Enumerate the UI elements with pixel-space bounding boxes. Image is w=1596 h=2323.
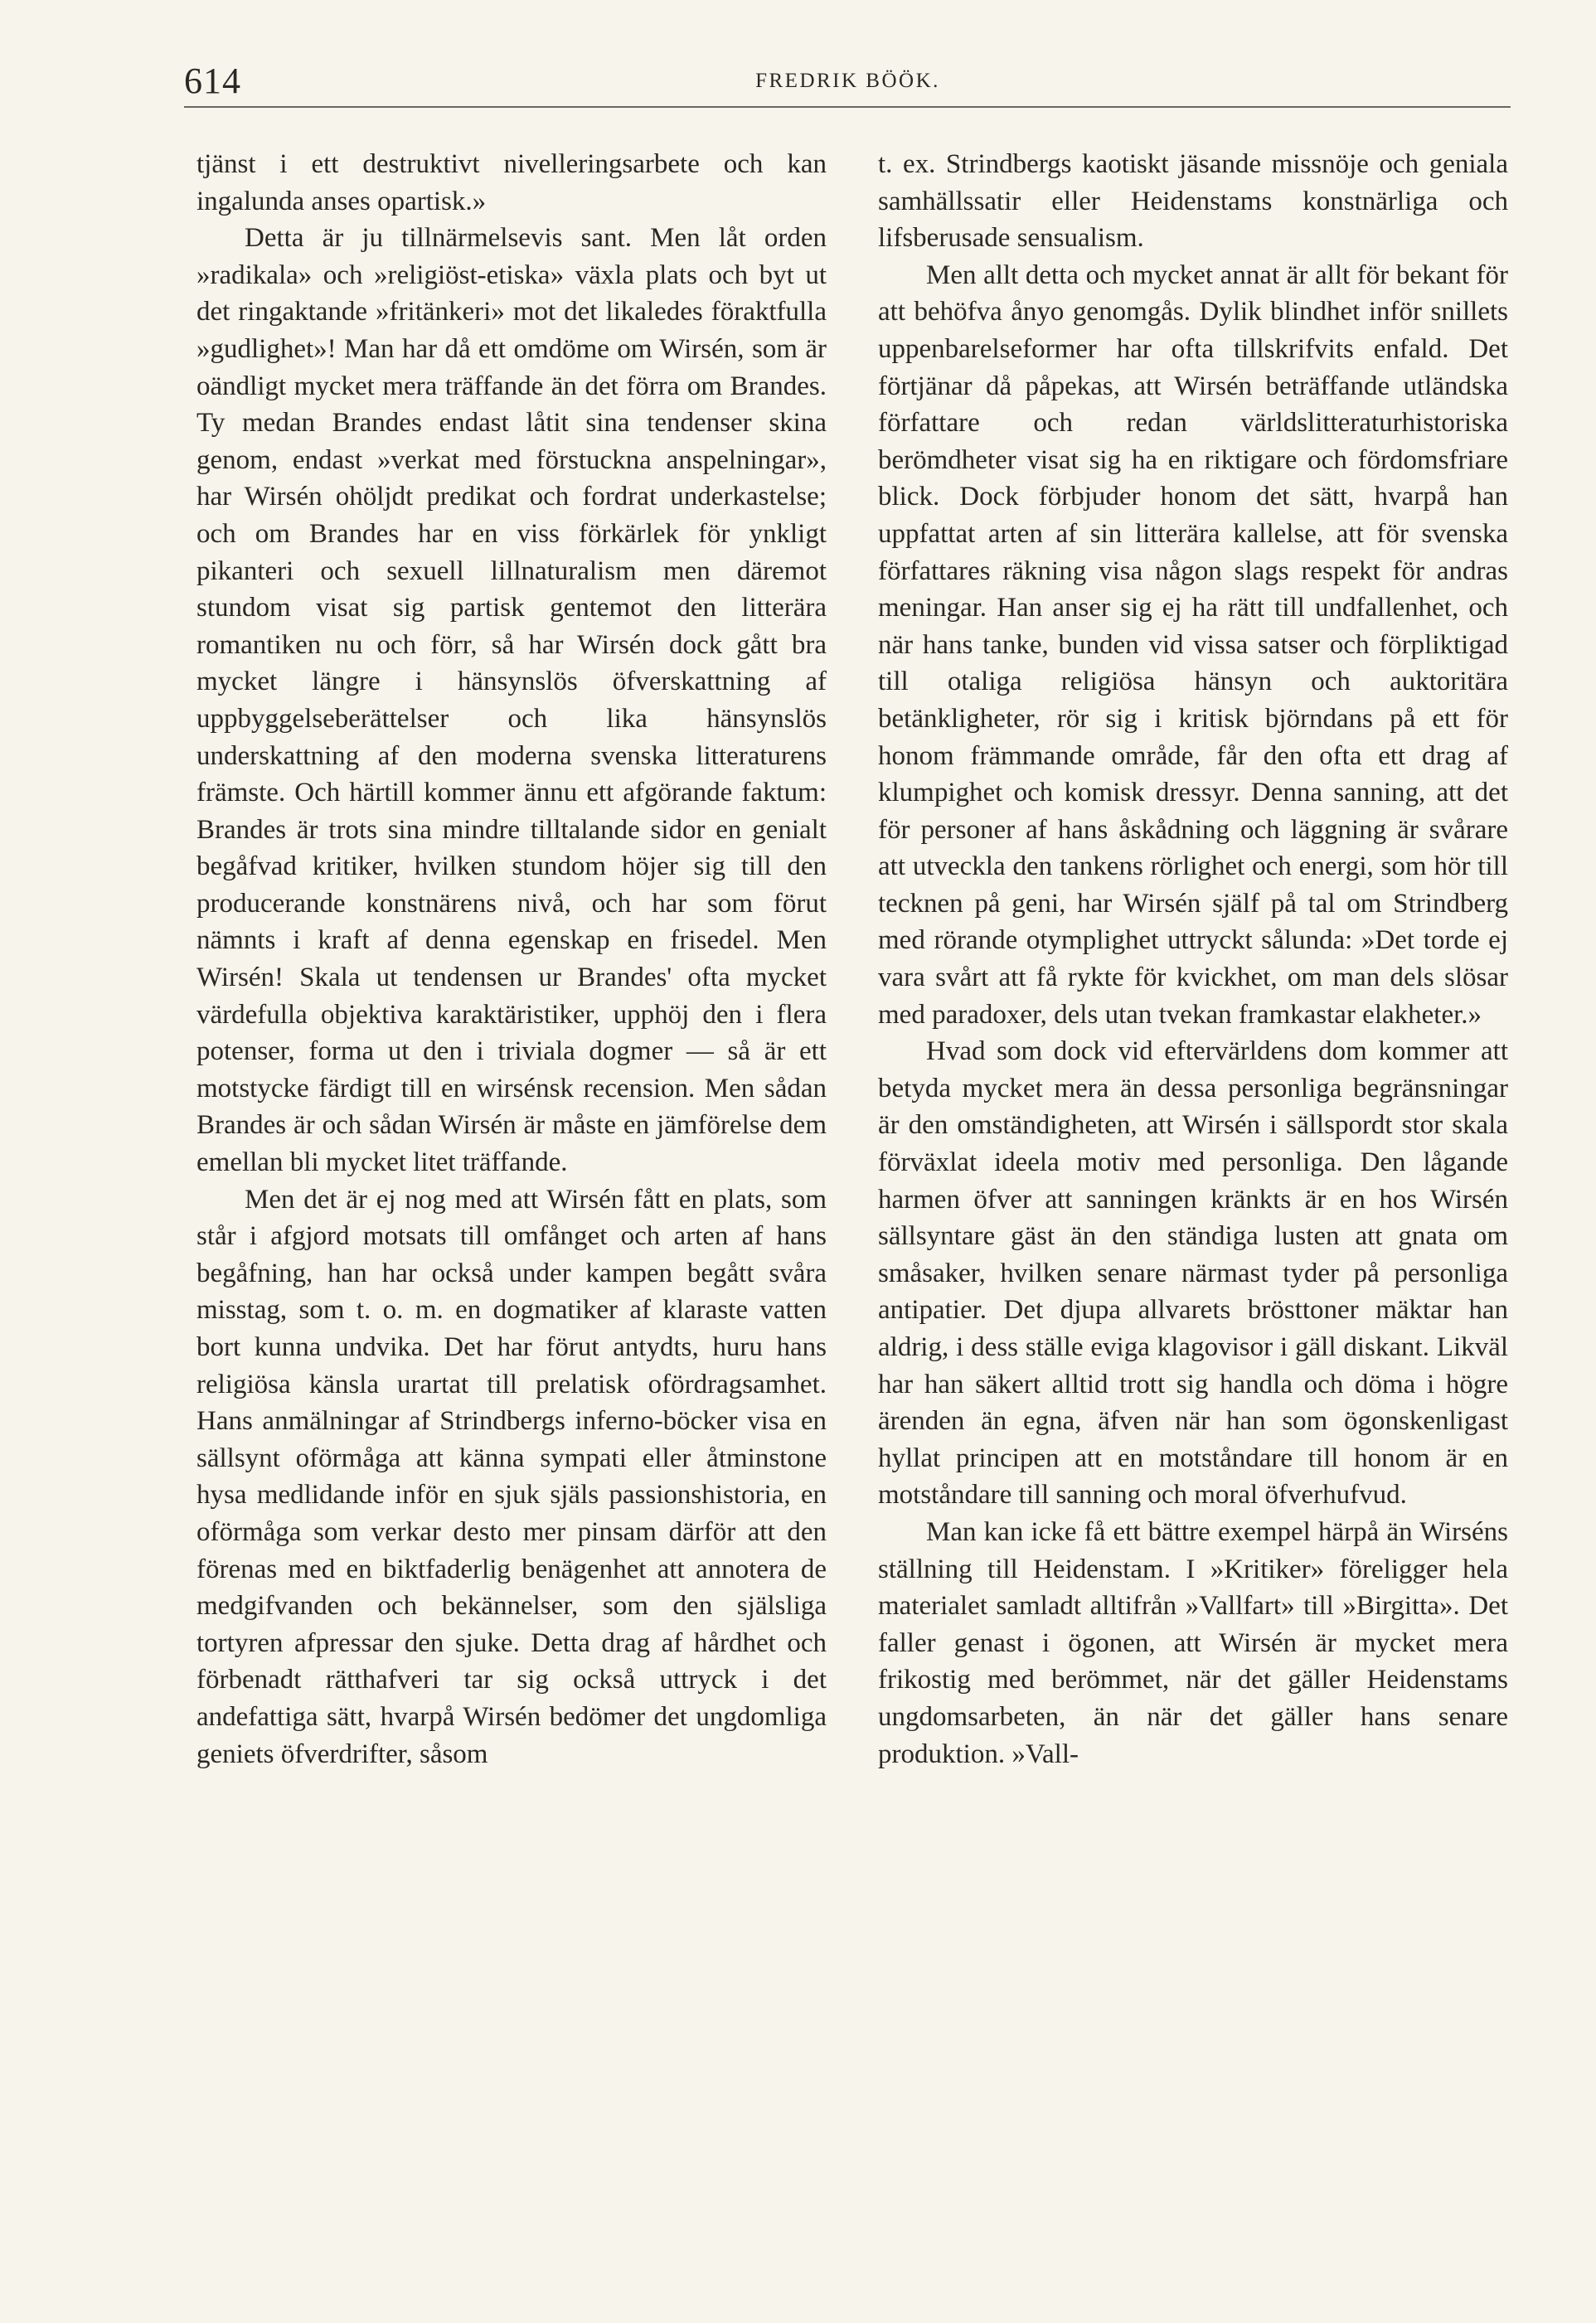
running-head: FREDRIK BÖÖK. <box>755 70 940 92</box>
header-rule <box>184 106 1511 108</box>
paragraph: Men det är ej nog med att Wirsén fått en plats, som står i afgjord motsats till omfånget och arten af hans begåfning, han har också under kampen begått svåra misstag, som t. o. m. en dogmatiker af klaraste vatten bort kunna undvika. Det har förut antydts, huru hans religiösa känsla urartat till prelatisk ofördragsamhet. Hans anmälningar af Strindbergs inferno-böcker visa en sällsynt oförmåga att känna sympati eller åtminstone hysa medlidande inför en sjuk själs passionshistoria, en oförmåga som verkar desto mer pinsam därför att den förenas med en biktfaderlig benägenhet att annotera de medgifvanden och bekännelser, som den själsliga tortyren afpressar den sjuke. Detta drag af hårdhet och förbenadt rätthafveri tar sig också uttryck i det andefattiga sätt, hvarpå Wirsén bedömer det ungdomliga geniets öfverdrifter, såsom <box>196 1184 827 1769</box>
paragraph: t. ex. Strindbergs kaotiskt jäsande missnöje och geniala samhällssatir eller Heidenstams konstnärliga och lifsberusade sensualism. <box>878 149 1508 254</box>
right-column <box>878 146 1508 1773</box>
paragraph: Hvad som dock vid eftervärldens dom kommer att betyda mycket mera än dessa personliga begränsningar är den omständigheten, att Wirsén i sällspordt stor skala förväxlat ideela motiv med personliga. Den lågande harmen öfver att sanningen kränkts är en hos Wirsén sällsyntare gäst än den ständiga lusten att gnata om småsaker, hvilken senare närmast tyder på personliga antipatier. Det djupa allvarets brösttoner mäktar han aldrig, i dess ställe eviga klagovisor i gäll diskant. Likväl har han säkert alltid trott sig handla och döma i högre ärenden än egna, äfven när han som ögonskenligast hyllat principen att en motståndare till honom är en motståndare till sanning och moral öfverhufvud. <box>878 1036 1508 1511</box>
left-column <box>196 146 827 1773</box>
paragraph: Man kan icke få ett bättre exempel härpå än Wirséns ställning till Heidenstam. I »Kritiker» föreligger hela materialet samladt alltifrån »Vallfart» till »Birgitta». Det faller genast i ögonen, att Wirsén är mycket mera frikostig med berömmet, när det gäller Heidenstams ungdomsarbeten, än när det gäller hans senare produktion. »Vall- <box>878 1516 1508 1769</box>
page-number: 614 <box>184 61 241 101</box>
paragraph: tjänst i ett destruktivt nivelleringsarbete och kan ingalunda anses opartisk.» <box>196 149 827 216</box>
paragraph: Detta är ju tillnärmelsevis sant. Men låt orden »radikala» och »religiöst-etiska» växla plats och byt ut det ringaktande »fritänkeri» mot det likaledes föraktfulla »gudlighet»! Man har då ett omdöme om Wirsén, som är oändligt mycket mera träffande än det förra om Brandes. Ty medan Brandes endast låtit sina tendenser skina genom, endast »verkat med förstuckna anspelningar», har Wirsén ohöljdt predikat och fordrat underkastelse; och om Brandes har en viss förkärlek för ynkligt pikanteri och sexuell lillnaturalism men däremot stundom visat sig partisk gentemot den litterära romantiken nu och förr, så har Wirsén dock gått bra mycket längre i hänsynslös öfverskattning af uppbyggelseberättelser och lika hänsynslös underskattning af den moderna svenska litteraturens främste. Och härtill kommer ännu ett afgörande faktum: Brandes är trots sina mindre tilltalande sidor en genialt begåfvad kritiker, hvilken stundom höjer sig till den producerande konstnärens nivå, och har som förut nämnts i kraft af denna egenskap en frisedel. Men Wirsén! Skala ut tendensen ur Brandes' ofta mycket värdefulla objektiva karaktäristiker, upphöj den i flera potenser, forma ut den i triviala dogmer — så är ett motstycke färdigt till en wirsénsk recension. Men sådan Brandes är och sådan Wirsén är måste en jämförelse dem emellan bli mycket litet träffande. <box>196 223 827 1178</box>
paragraph: Men allt detta och mycket annat är allt för bekant för att behöfva ånyo genomgås. Dylik blindhet inför snillets uppenbarelseformer har ofta tillskrifvits enfald. Det förtjänar då påpekas, att Wirsén beträffande utländska författare och redan världslitteraturhistoriska berömdheter visat sig ha en riktigare och fördomsfriare blick. Dock förbjuder honom det sätt, hvarpå han uppfattat arten af sin litterära kallelse, att för svenska författares räkning visa någon slags respekt för andras meningar. Han anser sig ej ha rätt till undfallenhet, och när hans tanke, bunden vid vissa satser och förpliktigad till otaliga religiösa hänsyn och auktoritära betänkligheter, rör sig i kritisk björndans på ett för honom främmande område, får den ofta ett drag af klumpighet och komisk dressyr. Denna sanning, att det för personer af hans åskådning och läggning är svårare att utveckla den tankens rörlighet och energi, som hör till tecknen på geni, har Wirsén själf på tal om Strindberg med rörande otymplighet uttryckt sålunda: »Det torde ej vara svårt att få rykte för kvickhet, om man dels slösar med paradoxer, dels utan tvekan framkastar elakheter.» <box>878 259 1508 1030</box>
